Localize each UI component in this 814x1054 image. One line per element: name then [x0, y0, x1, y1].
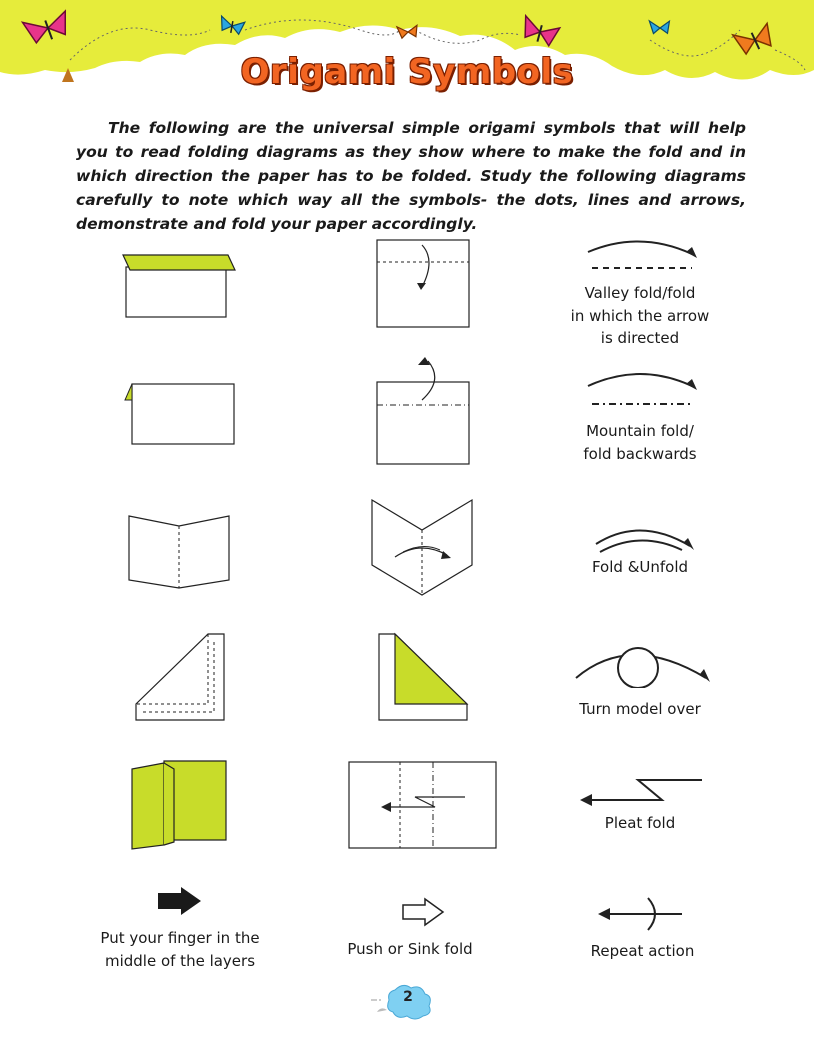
mountain-fold-arrow-icon	[580, 364, 705, 409]
fold-unfold-label: Fold &Unfold	[591, 558, 689, 576]
finger-arrow-icon	[155, 885, 205, 917]
push-arrow-icon	[400, 896, 448, 928]
mountain-fold-label: Mountain fold/ fold backwards	[583, 422, 697, 463]
pleat-arrow-icon	[578, 772, 708, 808]
repeat-arrow-icon	[596, 896, 686, 932]
valley-fold-arrow-icon	[580, 234, 705, 274]
mountain-fold-step2-diagram	[370, 355, 480, 467]
intro-paragraph	[76, 116, 746, 236]
fold-unfold-arrow-icon	[590, 520, 700, 560]
valley-fold-step2-diagram	[370, 235, 480, 330]
repeat-action-label: Repeat action	[590, 942, 695, 960]
intro-text: The following are the universal simple origami symbols that will help you to read folding diagrams as they show where to make the fold and in which direction the paper has to be folded. Study the following diagrams carefully to note which way all the symbols- the dots, lines and arrows, demonstrate and fold your paper accordingly.	[76, 119, 746, 233]
fold-unfold-step2-diagram	[365, 495, 485, 600]
valley-fold-step1-diagram	[118, 245, 248, 320]
turn-over-icon	[570, 638, 715, 688]
page-title: Origami Symbols	[240, 52, 574, 92]
finger-label: Put your finger in the middle of the layers	[100, 929, 260, 970]
valley-fold-label: Valley fold/fold in which the arrow is directed	[570, 284, 710, 347]
turn-over-step1-diagram	[128, 628, 228, 725]
mountain-fold-step1-diagram	[120, 378, 240, 448]
push-sink-label: Push or Sink fold	[347, 940, 473, 958]
fold-unfold-step1-diagram	[122, 508, 237, 590]
turn-over-step2-diagram	[373, 628, 473, 725]
pleat-fold-step2-diagram	[345, 758, 500, 853]
pleat-fold-label: Pleat fold	[604, 814, 676, 832]
pleat-fold-step1-diagram	[124, 755, 234, 853]
turn-over-label: Turn model over	[579, 700, 701, 718]
page-number: 2	[403, 989, 413, 1005]
